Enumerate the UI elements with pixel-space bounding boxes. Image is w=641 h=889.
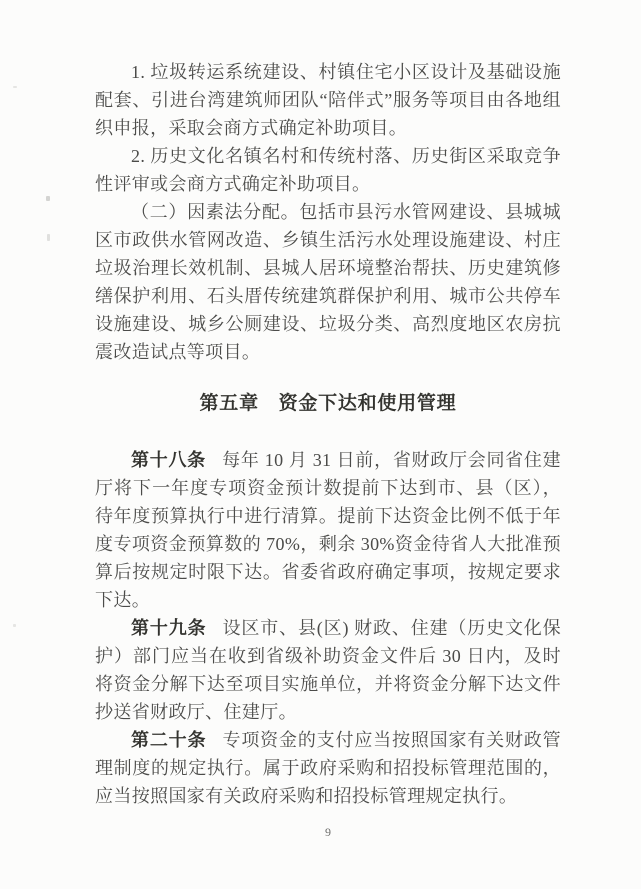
article-18-number: 第十八条 [131,450,206,470]
article-19 [95,614,561,726]
list-item-2: 2. 历史文化名镇名村和传统村落、历史街区采取竞争性评审或会商方式确定补助项目。 [95,146,561,194]
scan-artifact [47,234,50,241]
article-20-number: 第二十条 [131,730,207,750]
text-block [95,58,561,840]
article-20-text: 专项资金的支付应当按照国家有关财政管理制度的规定执行。属于政府采购和招投标管理范围的，应当按照国家有关政府采购和招投标管理规定执行。 [95,730,561,806]
clause-factor-allocation: （二）因素法分配。包括市县污水管网建设、县城城区市政供水管网改造、乡镇生活污水处理设施建设、村庄垃圾治理长效机制、县城人居环境整治帮扶、历史建筑修缮保护利用、石头厝传统建筑群保护利用、城市公共停车设施建设、城乡公厕建设、垃圾分类、高烈度地区农房抗震改造试点等项目。 [95,202,561,362]
chapter-heading: 第五章 资金下达和使用管理 [199,393,457,414]
article-18 [95,446,561,614]
article-18-text: 每年 10 月 31 日前，省财政厅会同省住建厅将下一年度专项资金预计数提前下达到市、县（区），待年度预算执行中进行清算。提前下达资金比例不低于年度专项资金预算数的 70%，剩余 30%资金待省人大批准预算后按规定时限下达。省委省政府确定事项，按规定要求下达。 [95,450,561,610]
scan-artifact [46,196,50,201]
scan-artifact [13,624,16,627]
article-19-number: 第十九条 [131,618,207,638]
article-19-text: 设区市、县(区) 财政、住建（历史文化保护）部门应当在收到省级补助资金文件后 30 日内，及时将资金分解下达至项目实施单位，并将资金分解下达文件抄送省财政厅、住建厅。 [95,618,561,722]
scan-artifact [13,86,17,88]
page-number: 9 [325,825,331,839]
list-item-1: 1. 垃圾转运系统建设、村镇住宅小区设计及基础设施配套、引进台湾建筑师团队“陪伴式”服务等项目由各地组织申报，采取会商方式确定补助项目。 [95,62,561,138]
article-20 [95,726,561,810]
